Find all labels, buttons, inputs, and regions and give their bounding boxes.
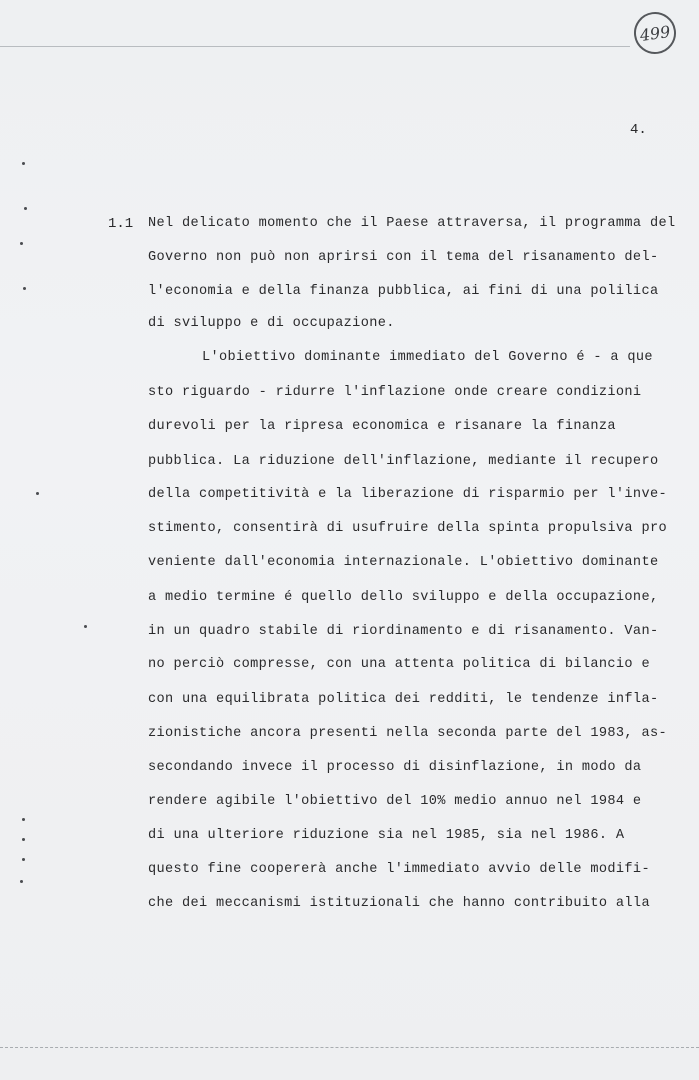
page-stamp: 499 <box>631 9 678 56</box>
text-line: L'obiettivo dominante immediato del Governo é - a que <box>202 350 653 365</box>
text-line: veniente dall'economia internazionale. L'obiettivo dominante <box>148 555 659 570</box>
scan-speck <box>22 858 25 861</box>
bottom-scan-rule <box>0 1047 699 1048</box>
text-line: pubblica. La riduzione dell'inflazione, mediante il recupero <box>148 454 659 469</box>
text-line: questo fine coopererà anche l'immediato avvio delle modifi- <box>148 862 650 877</box>
text-line: di sviluppo e di occupazione. <box>148 316 395 331</box>
text-line: secondando invece il processo di disinflazione, in modo da <box>148 760 642 775</box>
scan-speck <box>22 818 25 821</box>
scan-speck <box>84 625 87 628</box>
text-line: che dei meccanismi istituzionali che hanno contribuito alla <box>148 896 650 911</box>
section-number: 1.1 <box>108 216 134 232</box>
scan-speck <box>23 287 26 290</box>
text-line: in un quadro stabile di riordinamento e di risanamento. Van- <box>148 624 659 639</box>
text-line: sto riguardo - ridurre l'inflazione onde creare condizioni <box>148 385 642 400</box>
scan-speck <box>20 242 23 245</box>
text-line: zionistiche ancora presenti nella seconda parte del 1983, as- <box>148 726 667 741</box>
text-line: della competitività e la liberazione di risparmio per l'inve- <box>148 487 667 502</box>
text-line: con una equilibrata politica dei redditi, le tendenze infla- <box>148 692 659 707</box>
top-scan-rule <box>0 46 630 47</box>
text-line: Nel delicato momento che il Paese attraversa, il programma del <box>148 216 676 231</box>
scan-speck <box>24 207 27 210</box>
scan-speck <box>20 880 23 883</box>
text-line: rendere agibile l'obiettivo del 10% medio annuo nel 1984 e <box>148 794 642 809</box>
text-line: durevoli per la ripresa economica e risanare la finanza <box>148 419 616 434</box>
scan-speck <box>36 492 39 495</box>
text-line: Governo non può non aprirsi con il tema del risanamento del- <box>148 250 659 265</box>
text-line: di una ulteriore riduzione sia nel 1985, sia nel 1986. A <box>148 828 625 843</box>
text-line: l'economia e della finanza pubblica, ai fini di una polilica <box>148 284 659 299</box>
text-line: a medio termine é quello dello sviluppo e della occupazione, <box>148 590 659 605</box>
scan-speck <box>22 838 25 841</box>
scan-speck <box>22 162 25 165</box>
text-line: no perciò compresse, con una attenta politica di bilancio e <box>148 657 650 672</box>
page-number: 4. <box>630 122 647 138</box>
text-line: stimento, consentirà di usufruire della spinta propulsiva pro <box>148 521 667 536</box>
